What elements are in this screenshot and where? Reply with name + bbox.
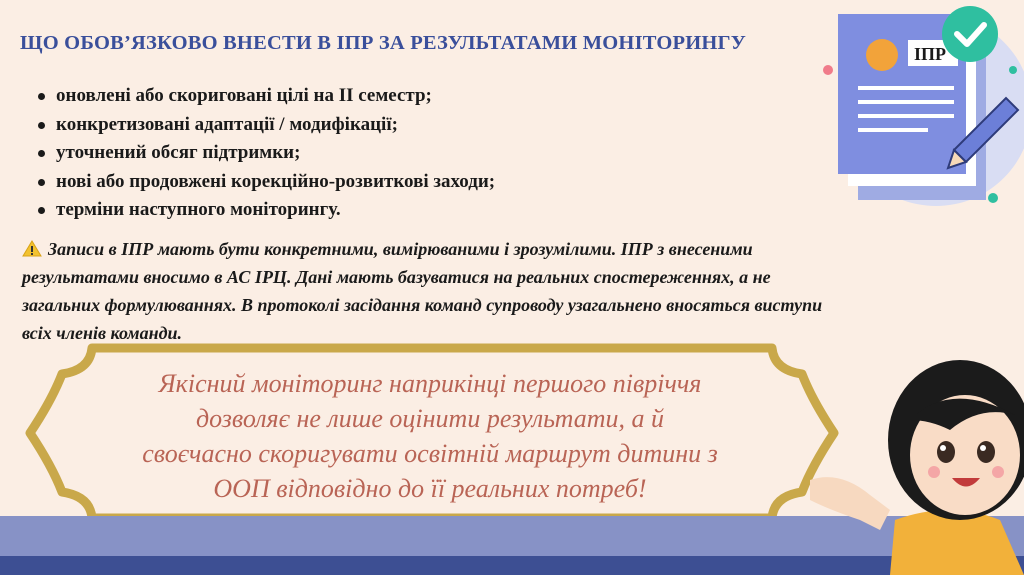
list-item-text: оновлені або скориговані цілі на II семестр; xyxy=(56,85,432,106)
note-text: Записи в ІПР мають бути конкретними, вимірюваними і зрозумілими. ІПР з внесеними xyxy=(48,239,753,259)
note-line: загальних формулюваннях. В протоколі засідання команд супроводу узагальнено вносяться виступи xyxy=(22,295,823,315)
bullet-dot xyxy=(38,150,45,157)
girl-illustration xyxy=(800,360,1024,575)
quote-line: дозволяє не лише оцінити результати, а й xyxy=(195,404,665,433)
quote-line: своєчасно скоригувати освітній маршрут дитини з xyxy=(142,439,718,468)
quote-line: ООП відповідно до її реальних потреб! xyxy=(213,474,647,503)
list-item xyxy=(38,196,495,225)
list-item xyxy=(38,82,495,111)
warning-icon xyxy=(22,240,42,257)
note-line xyxy=(22,235,1012,263)
bullet-dot xyxy=(38,179,45,186)
bullet-list xyxy=(38,82,495,225)
list-item-text: терміни наступного моніторингу. xyxy=(56,199,341,220)
note-line: всіх членів команди. xyxy=(22,323,183,343)
note-line: результатами вносимо в АС ІРЦ. Дані мають базуватися на реальних спостереженнях, а не xyxy=(22,267,771,287)
checkmark-icon xyxy=(942,6,998,62)
page-title: ЩО ОБОВ’ЯЗКОВО ВНЕСТИ В ІПР ЗА РЕЗУЛЬТАТАМИ МОНІТОРИНГУ xyxy=(20,32,746,54)
list-item xyxy=(38,139,495,168)
bullet-dot xyxy=(38,93,45,100)
list-item xyxy=(38,168,495,197)
list-item-text: нові або продовжені корекційно-розвиткові заходи; xyxy=(56,170,496,192)
note-paragraph xyxy=(22,235,1012,347)
list-item-text: конкретизовані адаптації / модифікації; xyxy=(56,113,398,135)
document-label: ІПР xyxy=(914,44,947,64)
quote-text xyxy=(110,366,750,506)
list-item xyxy=(38,111,495,140)
list-item-text: уточнений обсяг підтримки; xyxy=(56,142,301,163)
quote-line: Якісний моніторинг наприкінці першого півріччя xyxy=(158,369,702,398)
document-illustration xyxy=(818,0,1024,210)
bullet-dot xyxy=(38,207,45,214)
bullet-dot xyxy=(38,122,45,129)
